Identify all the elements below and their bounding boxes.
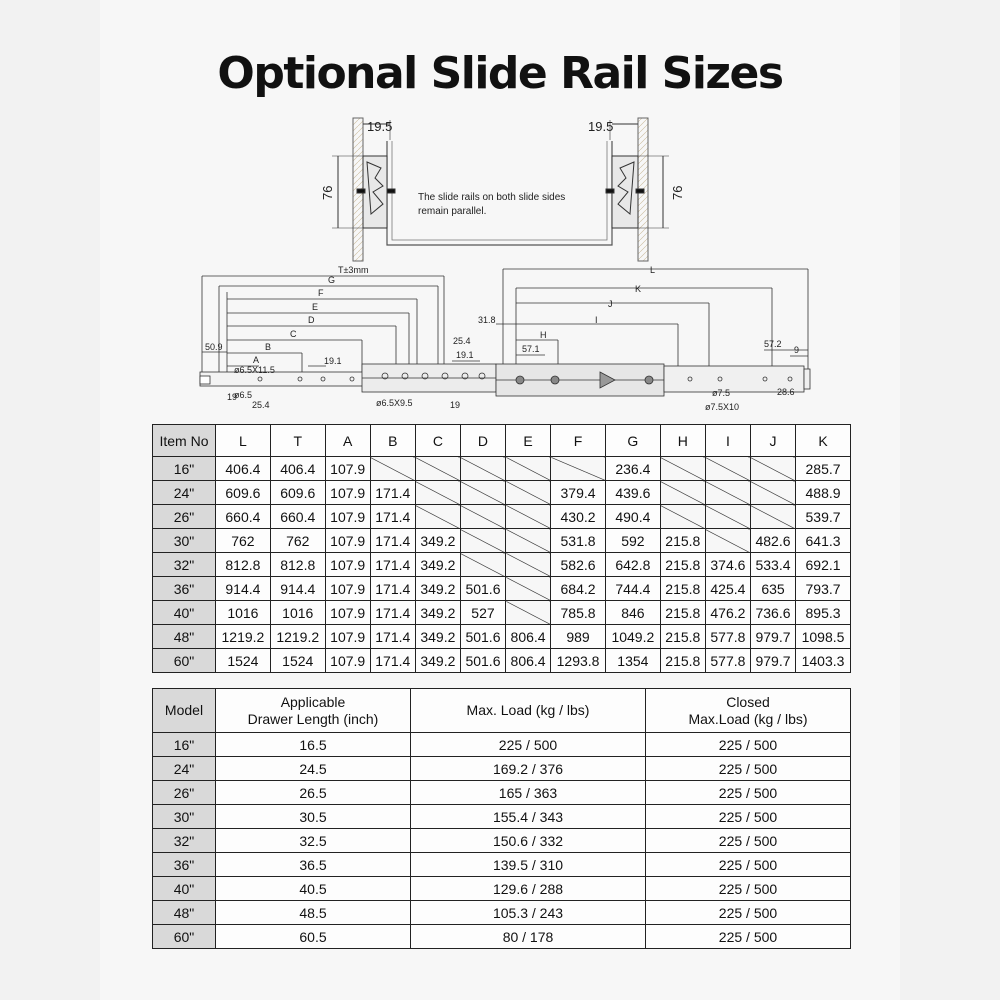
dimension-cell: 501.6 — [460, 649, 505, 673]
dimension-cell: 349.2 — [415, 577, 460, 601]
closed-load-cell: 225 / 500 — [646, 805, 851, 829]
dimension-cell: 812.8 — [216, 553, 271, 577]
dim-h: H — [540, 330, 547, 340]
model-cell: 36" — [153, 853, 216, 877]
not-applicable-cell — [750, 481, 795, 505]
header-closed-line1: Closed — [726, 693, 770, 710]
dim-height-right: 76 — [670, 185, 685, 200]
dim-d: D — [308, 315, 315, 325]
dimension-cell: 482.6 — [750, 529, 795, 553]
closed-load-cell: 225 / 500 — [646, 757, 851, 781]
load-table-row — [153, 757, 851, 781]
dimension-cell: 349.2 — [415, 529, 460, 553]
dimension-cell: 539.7 — [796, 505, 851, 529]
model-cell: 24" — [153, 757, 216, 781]
dimension-cell: 1098.5 — [796, 625, 851, 649]
dimension-cell: 744.4 — [605, 577, 660, 601]
dimension-cell: 430.2 — [551, 505, 606, 529]
dimension-table-row — [153, 577, 851, 601]
dimension-cell: 806.4 — [506, 625, 551, 649]
dimension-cell: 846 — [605, 601, 660, 625]
dimension-cell: 577.8 — [705, 649, 750, 673]
not-applicable-cell — [460, 457, 505, 481]
dimension-cell: 171.4 — [370, 577, 415, 601]
closed-load-cell: 225 / 500 — [646, 901, 851, 925]
load-table-row — [153, 853, 851, 877]
dimension-table-row — [153, 529, 851, 553]
dimension-cell: 476.2 — [705, 601, 750, 625]
dimension-cell: 1354 — [605, 649, 660, 673]
model-cell: 48" — [153, 625, 216, 649]
load-table — [152, 688, 851, 949]
not-applicable-cell — [506, 577, 551, 601]
drawer-length-cell: 60.5 — [216, 925, 411, 949]
header-model: Model — [153, 689, 216, 733]
dimension-table-row — [153, 601, 851, 625]
dimension-table-row — [153, 553, 851, 577]
model-cell: 24" — [153, 481, 216, 505]
dimension-cell: 107.9 — [325, 625, 370, 649]
dimension-cell: 895.3 — [796, 601, 851, 625]
dimension-cell: 215.8 — [660, 625, 705, 649]
not-applicable-cell — [660, 481, 705, 505]
dim-t: T±3mm — [338, 265, 369, 275]
model-cell: 32" — [153, 553, 216, 577]
dimension-cell: 1016 — [270, 601, 325, 625]
model-cell: 16" — [153, 733, 216, 757]
not-applicable-cell — [460, 481, 505, 505]
dimension-cell: 215.8 — [660, 529, 705, 553]
dimension-table — [152, 424, 851, 673]
model-cell: 26" — [153, 781, 216, 805]
cabinet-cross-section — [332, 118, 669, 261]
dimension-cell: 1403.3 — [796, 649, 851, 673]
dim-e: E — [312, 302, 319, 312]
dimension-cell: 107.9 — [325, 553, 370, 577]
dimension-table-row — [153, 481, 851, 505]
dimension-cell: 577.8 — [705, 625, 750, 649]
dimension-cell: 215.8 — [660, 553, 705, 577]
dimension-cell: 736.6 — [750, 601, 795, 625]
drawer-length-cell: 36.5 — [216, 853, 411, 877]
closed-load-cell: 225 / 500 — [646, 925, 851, 949]
dimension-cell: 490.4 — [605, 505, 660, 529]
load-table-row — [153, 901, 851, 925]
header-drawer-length-line2: Drawer Length (inch) — [247, 710, 379, 727]
dim-hole-c: ø6.5X9.5 — [376, 398, 413, 408]
dimension-cell: 812.8 — [270, 553, 325, 577]
not-applicable-cell — [506, 553, 551, 577]
drawer-length-cell: 40.5 — [216, 877, 411, 901]
max-load-cell: 225 / 500 — [411, 733, 646, 757]
dim-height-left: 76 — [320, 185, 335, 200]
dimension-cell: 107.9 — [325, 601, 370, 625]
header-t: T — [270, 425, 325, 457]
header-closed-line2: Max.Load (kg / lbs) — [688, 710, 808, 727]
max-load-cell: 169.2 / 376 — [411, 757, 646, 781]
dim-hole-d: ø7.5 — [712, 388, 731, 398]
header-closed-load — [646, 689, 851, 733]
dimension-cell: 171.4 — [370, 505, 415, 529]
dimension-cell: 425.4 — [705, 577, 750, 601]
load-table-header — [153, 689, 851, 733]
dim-hole-a: ø6.5X11.5 — [234, 365, 275, 375]
dimension-cell: 635 — [750, 577, 795, 601]
load-table-row — [153, 805, 851, 829]
dimension-cell: 527 — [460, 601, 505, 625]
dimension-cell: 488.9 — [796, 481, 851, 505]
drawer-length-cell: 26.5 — [216, 781, 411, 805]
dimension-cell: 533.4 — [750, 553, 795, 577]
header-drawer-length-line1: Applicable — [280, 693, 346, 710]
model-cell: 48" — [153, 901, 216, 925]
not-applicable-cell — [415, 505, 460, 529]
dimension-cell: 171.4 — [370, 649, 415, 673]
dimension-cell: 406.4 — [270, 457, 325, 481]
dim-19-1: 19.1 — [324, 356, 342, 366]
drawer-length-cell: 24.5 — [216, 757, 411, 781]
dimension-cell: 979.7 — [750, 649, 795, 673]
closed-load-cell: 225 / 500 — [646, 781, 851, 805]
load-table-row — [153, 829, 851, 853]
model-cell: 40" — [153, 601, 216, 625]
dim-hole-e: ø7.5X10 — [705, 402, 740, 412]
closed-load-cell: 225 / 500 — [646, 877, 851, 901]
dim-g: G — [328, 275, 336, 285]
dimension-cell: 406.4 — [216, 457, 271, 481]
drawer-length-cell: 30.5 — [216, 805, 411, 829]
header-a: A — [325, 425, 370, 457]
dimension-cell: 379.4 — [551, 481, 606, 505]
dimension-cell: 107.9 — [325, 481, 370, 505]
not-applicable-cell — [750, 457, 795, 481]
dimension-cell: 107.9 — [325, 577, 370, 601]
dim-a: A — [253, 355, 260, 365]
dimension-cell: 692.1 — [796, 553, 851, 577]
dimension-cell: 914.4 — [216, 577, 271, 601]
dimension-cell: 215.8 — [660, 601, 705, 625]
not-applicable-cell — [705, 505, 750, 529]
load-table-row — [153, 781, 851, 805]
dimension-cell: 660.4 — [216, 505, 271, 529]
max-load-cell: 150.6 / 332 — [411, 829, 646, 853]
model-cell: 30" — [153, 805, 216, 829]
max-load-cell: 139.5 / 310 — [411, 853, 646, 877]
dimension-cell: 171.4 — [370, 601, 415, 625]
not-applicable-cell — [660, 505, 705, 529]
dimension-cell: 171.4 — [370, 553, 415, 577]
header-j: J — [750, 425, 795, 457]
dim-i: I — [595, 315, 598, 325]
model-cell: 16" — [153, 457, 216, 481]
dim-f: F — [318, 288, 324, 298]
header-c: C — [415, 425, 460, 457]
parallel-note-line1: The slide rails on both slide sides — [418, 192, 566, 203]
not-applicable-cell — [705, 481, 750, 505]
max-load-cell: 129.6 / 288 — [411, 877, 646, 901]
model-cell: 36" — [153, 577, 216, 601]
max-load-cell: 165 / 363 — [411, 781, 646, 805]
dimension-cell: 107.9 — [325, 529, 370, 553]
not-applicable-cell — [551, 457, 606, 481]
dimension-cell: 642.8 — [605, 553, 660, 577]
not-applicable-cell — [460, 505, 505, 529]
dim-57-1: 57.1 — [522, 344, 540, 354]
closed-load-cell: 225 / 500 — [646, 853, 851, 877]
dimension-cell: 1049.2 — [605, 625, 660, 649]
not-applicable-cell — [415, 481, 460, 505]
dimension-cell: 609.6 — [216, 481, 271, 505]
header-l: L — [216, 425, 271, 457]
dimension-cell: 641.3 — [796, 529, 851, 553]
dimension-cell: 439.6 — [605, 481, 660, 505]
header-item-no: Item No — [153, 425, 216, 457]
not-applicable-cell — [506, 481, 551, 505]
dimension-cell: 1219.2 — [216, 625, 271, 649]
dimension-cell: 501.6 — [460, 625, 505, 649]
dimension-cell: 107.9 — [325, 457, 370, 481]
model-cell: 26" — [153, 505, 216, 529]
dimension-cell: 285.7 — [796, 457, 851, 481]
dimension-cell: 1293.8 — [551, 649, 606, 673]
dimension-table-row — [153, 649, 851, 673]
dim-l: L — [650, 265, 656, 275]
dimension-cell: 609.6 — [270, 481, 325, 505]
dimension-cell: 762 — [216, 529, 271, 553]
model-cell: 40" — [153, 877, 216, 901]
dimension-cell: 989 — [551, 625, 606, 649]
dimension-cell: 171.4 — [370, 625, 415, 649]
max-load-cell: 155.4 / 343 — [411, 805, 646, 829]
dimension-cell: 762 — [270, 529, 325, 553]
not-applicable-cell — [705, 529, 750, 553]
header-h: H — [660, 425, 705, 457]
not-applicable-cell — [460, 553, 505, 577]
not-applicable-cell — [506, 505, 551, 529]
dimension-table-header — [153, 425, 851, 457]
dimension-cell: 914.4 — [270, 577, 325, 601]
header-d: D — [460, 425, 505, 457]
dim-b: B — [265, 342, 272, 352]
dimension-cell: 592 — [605, 529, 660, 553]
max-load-cell: 80 / 178 — [411, 925, 646, 949]
load-table-row — [153, 925, 851, 949]
not-applicable-cell — [660, 457, 705, 481]
page-title: Optional Slide Rail Sizes — [217, 48, 783, 99]
dim-25-4: 25.4 — [453, 336, 471, 346]
load-table-row — [153, 733, 851, 757]
dimension-cell: 979.7 — [750, 625, 795, 649]
dimension-cell: 171.4 — [370, 529, 415, 553]
dimension-cell: 806.4 — [506, 649, 551, 673]
dimension-cell: 349.2 — [415, 649, 460, 673]
dim-hole-b: ø6.5 — [234, 390, 253, 400]
dim-19-1b: 19.1 — [456, 350, 474, 360]
dim-9: 9 — [794, 345, 800, 355]
dimension-cell: 501.6 — [460, 577, 505, 601]
model-cell: 60" — [153, 925, 216, 949]
model-cell: 30" — [153, 529, 216, 553]
load-table-row — [153, 877, 851, 901]
dim-19: 19 — [227, 392, 238, 402]
dimension-cell: 107.9 — [325, 649, 370, 673]
header-f: F — [551, 425, 606, 457]
dimension-cell: 793.7 — [796, 577, 851, 601]
not-applicable-cell — [506, 601, 551, 625]
header-k: K — [796, 425, 851, 457]
drawer-length-cell: 48.5 — [216, 901, 411, 925]
model-cell: 32" — [153, 829, 216, 853]
dimension-cell: 684.2 — [551, 577, 606, 601]
not-applicable-cell — [506, 529, 551, 553]
dimension-table-row — [153, 625, 851, 649]
dimension-cell: 660.4 — [270, 505, 325, 529]
closed-load-cell: 225 / 500 — [646, 733, 851, 757]
dimension-cell: 1219.2 — [270, 625, 325, 649]
dimension-cell: 349.2 — [415, 601, 460, 625]
dimension-cell: 215.8 — [660, 577, 705, 601]
not-applicable-cell — [750, 505, 795, 529]
dimension-table-row — [153, 505, 851, 529]
dim-j: J — [608, 299, 613, 309]
max-load-cell: 105.3 / 243 — [411, 901, 646, 925]
header-drawer-length — [216, 689, 411, 733]
dimension-cell: 107.9 — [325, 505, 370, 529]
dim-50-9: 50.9 — [205, 342, 223, 352]
header-g: G — [605, 425, 660, 457]
dimension-cell: 236.4 — [605, 457, 660, 481]
dim-width-left: 19.5 — [367, 119, 393, 134]
dimension-cell: 785.8 — [551, 601, 606, 625]
not-applicable-cell — [506, 457, 551, 481]
dim-19b: 19 — [450, 400, 461, 410]
dimension-cell: 1016 — [216, 601, 271, 625]
dim-width-right: 19.5 — [588, 119, 614, 134]
drawer-length-cell: 16.5 — [216, 733, 411, 757]
dimension-cell: 374.6 — [705, 553, 750, 577]
dimension-cell: 1524 — [216, 649, 271, 673]
dimension-cell: 171.4 — [370, 481, 415, 505]
dim-31-8: 31.8 — [478, 315, 496, 325]
header-e: E — [506, 425, 551, 457]
dimension-table-row — [153, 457, 851, 481]
not-applicable-cell — [705, 457, 750, 481]
header-i: I — [705, 425, 750, 457]
dimension-cell: 1524 — [270, 649, 325, 673]
not-applicable-cell — [370, 457, 415, 481]
dimension-cell: 215.8 — [660, 649, 705, 673]
dim-k: K — [635, 284, 642, 294]
parallel-note-line2: remain parallel. — [418, 206, 487, 217]
dim-25-4b: 25.4 — [252, 400, 270, 410]
dim-c: C — [290, 329, 297, 339]
not-applicable-cell — [460, 529, 505, 553]
header-b: B — [370, 425, 415, 457]
dim-28-6: 28.6 — [777, 387, 795, 397]
dim-57-2: 57.2 — [764, 339, 782, 349]
closed-load-cell: 225 / 500 — [646, 829, 851, 853]
dimension-cell: 349.2 — [415, 625, 460, 649]
header-max-load: Max. Load (kg / lbs) — [411, 689, 646, 733]
dimension-cell: 349.2 — [415, 553, 460, 577]
slide-rail-technical-drawing — [100, 110, 900, 415]
drawer-length-cell: 32.5 — [216, 829, 411, 853]
model-cell: 60" — [153, 649, 216, 673]
dimension-cell: 531.8 — [551, 529, 606, 553]
dimension-cell: 582.6 — [551, 553, 606, 577]
spec-sheet — [100, 0, 900, 1000]
not-applicable-cell — [415, 457, 460, 481]
